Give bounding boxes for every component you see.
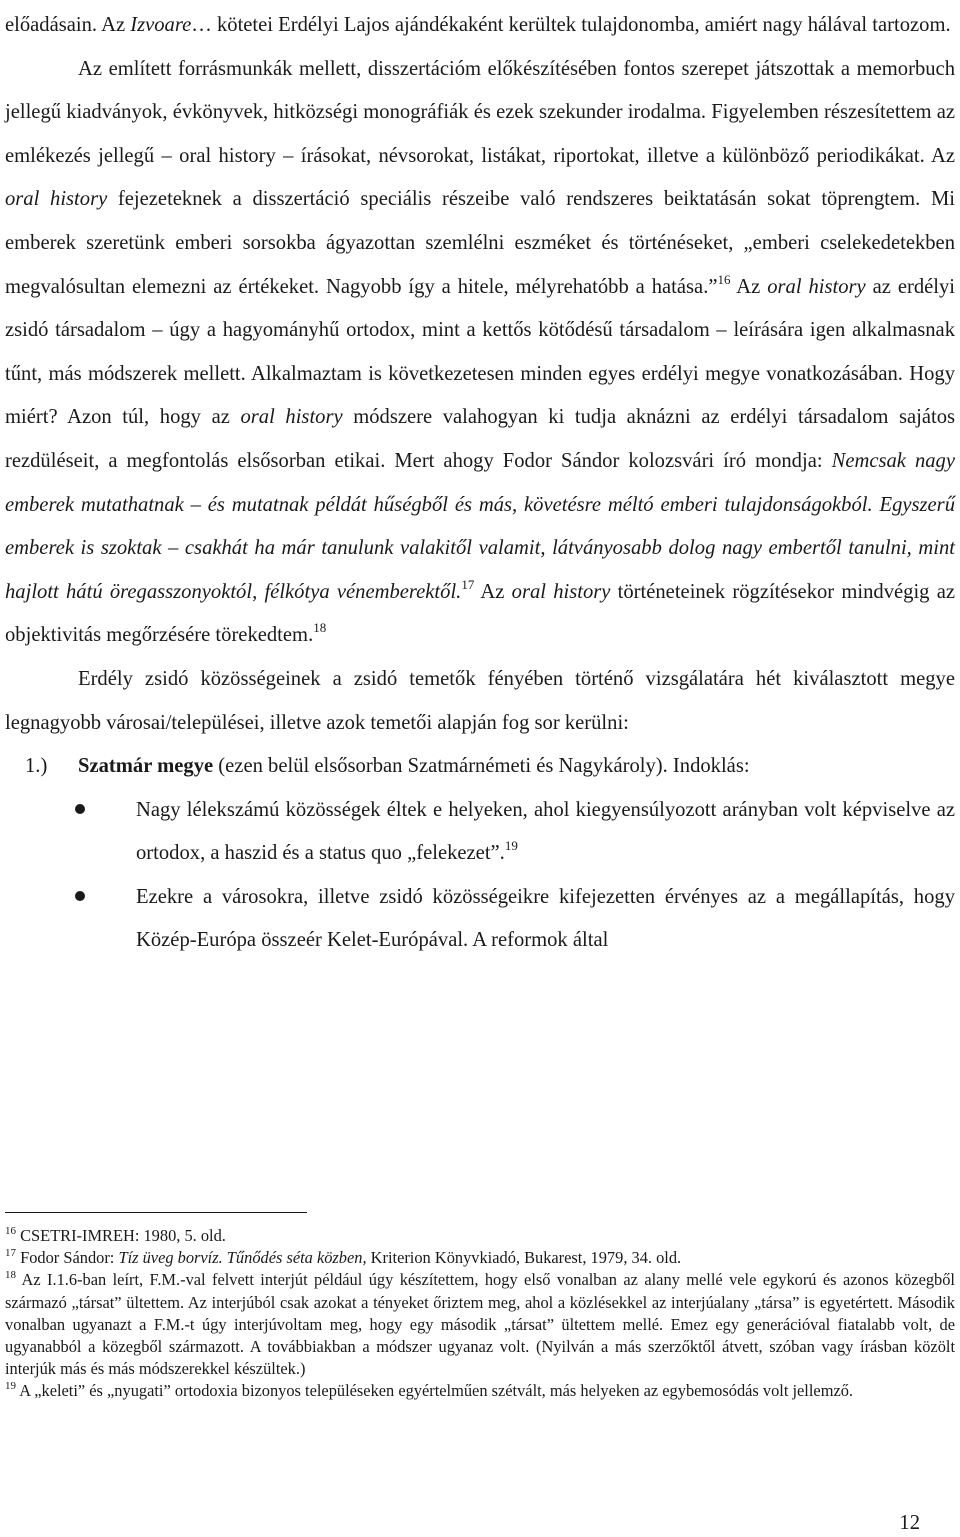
text-run: az erdélyi zsidó társadalom – úgy a hagyományhű ortodox, mint a kettős kötődésű társadalom – leírására igen alkalmasnak tűnt, más módszerek mellett. Alkalmaztam is következetesen minden egyes erdélyi megye vonatkozásában. Hogy miért? Azon túl, hogy az — [5, 275, 956, 429]
footnote-ref-16[interactable]: 16 — [717, 271, 731, 287]
footnote-separator — [5, 1212, 307, 1213]
numbered-list-item-1 — [5, 745, 955, 789]
bullet-item-2 — [5, 876, 955, 963]
text-run: Az említett forrásmunkák mellett, disszertációm előkészítésében fontos szerepet játszottak a memorbuch jellegű kiadványok, évkönyvek, hitközségi monográfiák és ezek szekunder irodalma. Figyelemben részesítettem az emlékezés jellegű – oral history – írásokat, névsorokat, listákat, riportokat, illetve a különböző periodikákat. Az — [5, 57, 955, 167]
footnote-ref-18[interactable]: 18 — [313, 620, 327, 636]
text-run: előadásain. Az — [5, 14, 131, 36]
italic-run: oral history — [767, 275, 866, 298]
bullet-item-1 — [5, 789, 955, 876]
text-run: módszere valahogyan ki tudja aknázni az erdélyi társadalom sajátos rezdüléseit, a megfontolás elsősorban etikai. Mert ahogy Fodor Sándor kolozsvári író mondja: — [5, 406, 956, 472]
list-number: 1.) — [25, 755, 48, 778]
text-run: Nagy lélekszámú közösségek éltek e helyeken, ahol kiegyensúlyozott arányban volt képviselve az ortodox, a haszid és a status quo „felekezet”. — [136, 798, 955, 865]
footnote-text: Az I.1.6-ban leírt, F.M.-val felvett interjút például úgy készítettem, hogy első vonalban az alany mellé vele egykorú és azonos közegből származó „társat” ültettem. Az interjúból csak azokat a tényeket őriztem meg, ahol a közlésekkel az interjúalany „társa” is egyetértett. Második vonalban ugyanazt a F.M.-t úgy interjúvoltam meg, hogy egy második „társat” ültettem mellé. Emez egy generációval fiatalabb volt, de ugyanabból a közegből származott. A továbbiakban a módszer ugyanaz volt. (Nyilván a más szerzőktől átvett, szóban vagy írásban közölt interjúk más és más módszerekkel készültek.) — [5, 1270, 955, 1379]
text-run: fejezeteknek a disszertáció speciális részeibe való rendszeres beiktatásán sokat töprengtem. Mi emberek szeretünk emberi sorsokba ágyazottan szemlélni eszméket és történéseket, „emberi cselekedetekben megvalósultan elemezni az értékeket. Nagyobb így a hitele, mélyrehatóbb a hatása.” — [5, 188, 955, 298]
footnote-text: Kriterion Könyvkiadó, Bukarest, 1979, 34. old. — [366, 1248, 682, 1268]
italic-run: oral history — [5, 188, 108, 211]
footnote-ref-19[interactable]: 19 — [504, 838, 518, 854]
footnote-italic: Tíz üveg borvíz. Tűnődés séta közben, — [118, 1248, 367, 1268]
text-run: történeteinek rögzítésekor mindvégig az objektivitás megőrzésére törekedtem. — [5, 580, 955, 647]
italic-run: oral history — [511, 580, 611, 603]
footnote-number: 17 — [5, 1246, 16, 1259]
footnote-18 — [5, 1269, 955, 1380]
page-number: 12 — [899, 1512, 920, 1534]
list-item-text — [78, 745, 955, 789]
footnote-text: CSETRI-IMREH: 1980, 5. old. — [16, 1226, 226, 1245]
italic-run: oral history — [240, 406, 343, 429]
bullet-text — [136, 789, 955, 876]
text-run: … kötetei Erdélyi Lajos ajándékaként kerültek tulajdonomba, amiért nagy hálával tartozom. — [191, 14, 951, 36]
footnote-19 — [5, 1380, 955, 1402]
footnote-ref-17[interactable]: 17 — [461, 576, 475, 592]
footnote-16 — [5, 1225, 955, 1247]
footnote-number: 18 — [5, 1268, 16, 1281]
paragraph-3: Erdély zsidó közösségeinek a zsidó temetők fényében történő vizsgálatára hét kiválasztott megye legnagyobb városai/települései, illetve azok temetői alapján fog sor kerülni: — [5, 667, 955, 734]
bullet-text: Ezekre a városokra, illetve zsidó közösségeikre kifejezetten érvényes az a megállapítás, hogy Közép-Európa összeér Kelet-Európával. A reformok által — [136, 885, 955, 952]
footnote-number: 19 — [5, 1379, 16, 1392]
footnote-text: Fodor Sándor: — [16, 1248, 119, 1268]
paragraph-1 — [5, 4, 955, 48]
bullet-icon — [5, 789, 136, 876]
text-run: (ezen belül elsősorban Szatmárnémeti és Nagykároly). Indoklás: — [213, 755, 750, 778]
footnote-number: 16 — [5, 1224, 16, 1237]
bullet-icon — [5, 876, 136, 963]
text-run: Az — [730, 275, 768, 298]
italic-quote: Nemcsak nagy emberek mutathatnak – és mutatnak példát hűségből és más, követésre méltó emberi tulajdonságokból. Egyszerű emberek is szoktak – csakhát ha már tanulunk valakitől valamit, látványosabb dolog nagy embertől tanulni, mint hajlott hátú öregasszonyoktól, félkótya vénemberektől. — [5, 449, 955, 603]
italic-run: Izvoare — [130, 14, 192, 36]
footnote-17 — [5, 1247, 955, 1269]
text-run: Az — [474, 580, 512, 603]
footnotes — [5, 1225, 955, 1403]
bold-run: Szatmár megye — [78, 755, 214, 778]
paragraph-2 — [5, 48, 955, 658]
body-text — [5, 4, 955, 963]
footnote-text: A „keleti” és „nyugati” ortodoxia bizonyos településeken egyértelműen szétvált, más helyeken az egybemosódás volt jellemző. — [16, 1381, 854, 1401]
